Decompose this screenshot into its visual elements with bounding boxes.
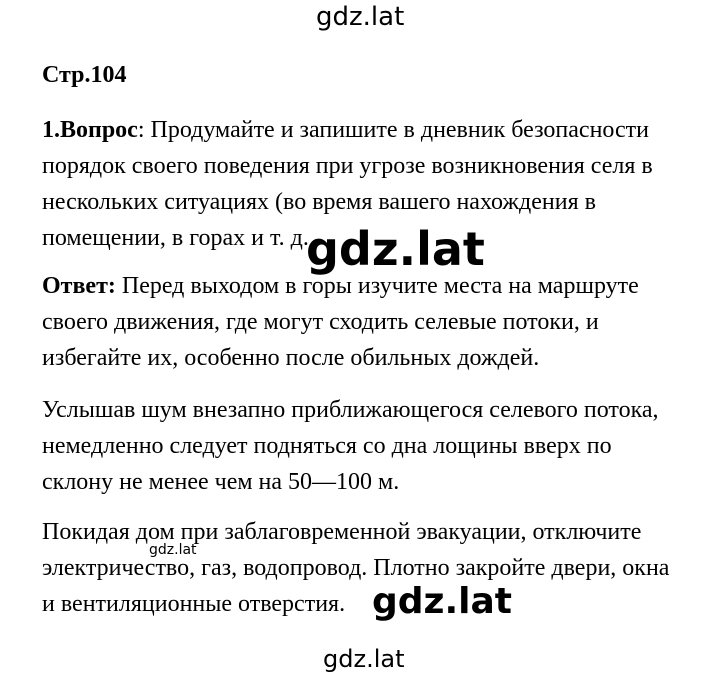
paragraph-2 [42, 392, 692, 500]
question-line-2: порядок своего поведения при угрозе возникновения селя в [42, 153, 653, 179]
paragraph-2-line-3: склону не менее чем на 50—100 м. [42, 469, 400, 495]
paragraph-3-line-3: и вентиляционные отверстия. [42, 591, 346, 617]
question-text-1: : Продумайте и запишите в дневник безопасности [137, 117, 649, 143]
answer-line-3: избегайте их, особенно после обильных дождей. [42, 345, 540, 371]
answer-text-1: Перед выходом в горы изучите места на маршруте [115, 273, 639, 299]
answer-line-2: своего движения, где могут сходить селевые потоки, и [42, 309, 599, 335]
page-label: Стр.104 [42, 62, 127, 88]
paragraph-3-line-2: электричество, газ, водопровод. Плотно закройте двери, окна [42, 555, 670, 581]
answer-block [42, 268, 692, 376]
paragraph-3-line-1: Покидая дом при заблаговременной эвакуации, отключите [42, 519, 642, 545]
watermark-top: gdz.lat [316, 2, 405, 32]
watermark-bottom: gdz.lat [323, 645, 405, 673]
answer-label: Ответ: [42, 273, 116, 299]
question-line-4: помещении, в горах и т. д. [42, 225, 309, 251]
question-label: 1.Вопрос [42, 117, 138, 143]
watermark-inline: gdz.lat [372, 581, 513, 622]
question-line-3: нескольких ситуациях (во время вашего нахождения в [42, 189, 596, 215]
question-line-1 [42, 112, 692, 148]
watermark-center: gdz.lat [306, 222, 485, 276]
answer-line-1 [42, 268, 692, 304]
watermark-small: gdz.lat [149, 542, 197, 558]
paragraph-2-line-2: немедленно следует подняться со дна лощины вверх по [42, 433, 612, 459]
paragraph-3 [42, 514, 692, 622]
paragraph-2-line-1: Услышав шум внезапно приближающегося селевого потока, [42, 397, 659, 423]
